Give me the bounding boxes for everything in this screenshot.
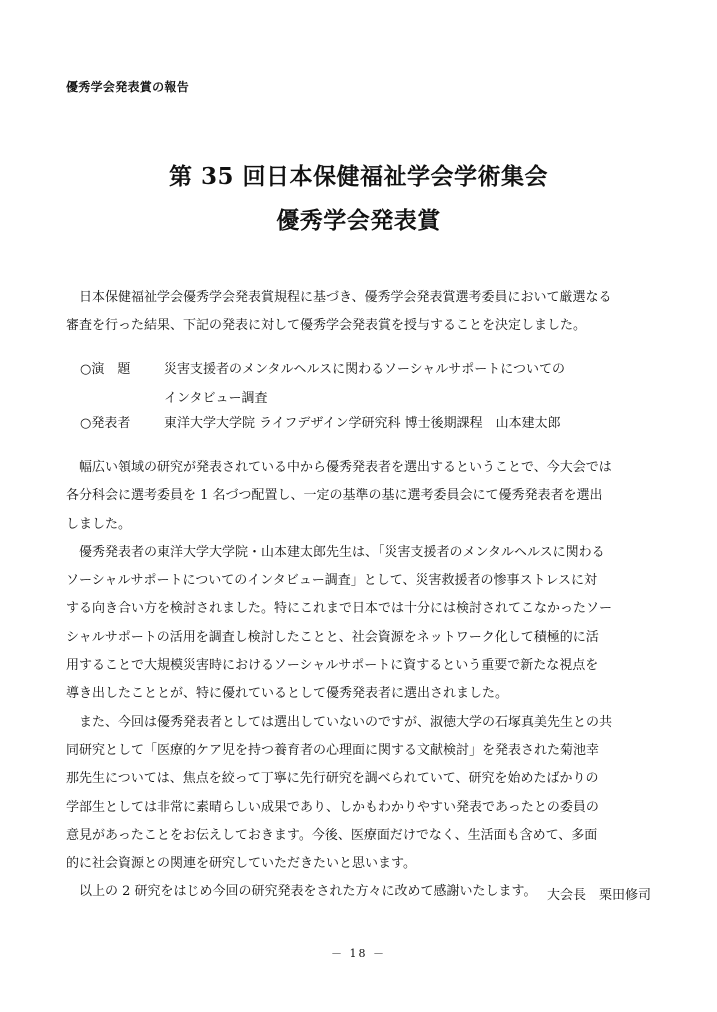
award-presenter	[80, 410, 561, 439]
text-line: ソーシャルサポートについてのインタビュー調査」として、災害救援者の惨事ストレスに対	[66, 573, 598, 589]
text-line: 導き出したこととが、特に優れているとして優秀発表者に選出されました。	[66, 686, 509, 702]
body-text	[66, 454, 652, 907]
presenter-label: ○発表者	[80, 416, 131, 431]
topic-line: インタビュー調査	[164, 390, 268, 406]
text-line: 以上の 2 研究をはじめ今回の研究発表をされた方々に改めて感謝いたします。	[66, 884, 537, 900]
topic-label: ○演 題	[80, 362, 131, 377]
text-line: 学部生としては非常に素晴らしい成果であり、しかもわかりやすい発表であったとの委員の	[66, 799, 599, 815]
text-line: 意見があったことをお伝えしておきます。今後、医療面だけでなく、生活面も含めて、多面	[66, 827, 598, 843]
award-topic	[80, 356, 565, 413]
page-title: 第 35 回日本保健福祉学会学術集会	[168, 163, 549, 190]
text-line: 日本保健福祉学会優秀学会発表賞規程に基づき、優秀学会発表賞選考委員において厳選なる	[66, 290, 612, 305]
running-header: 優秀学会発表賞の報告	[66, 80, 190, 94]
topic-value	[164, 356, 565, 413]
text-line: シャルサポートの活用を調査し検討したことと、社会資源をネットワーク化して積極的に活	[66, 629, 599, 645]
signature: 大会長 栗田修司	[546, 888, 651, 903]
intro-paragraph	[66, 284, 652, 341]
text-line: しました。	[66, 516, 132, 532]
text-line: 審査を行った結果、下記の発表に対して優秀学会発表賞を授与することを決定しました。	[66, 318, 587, 334]
text-line: 的に社会資源との関連を研究していただきたいと思います。	[66, 856, 416, 872]
topic-line: 災害支援者のメンタルヘルスに関わるソーシャルサポートについての	[164, 362, 566, 377]
page-subtitle: 優秀学会発表賞	[276, 207, 441, 234]
text-line: 同研究として「医療的ケア児を持つ養育者の心理面に関する文献検討」を発表された菊池幸	[66, 742, 600, 758]
text-line: 各分科会に選考委員を 1 名づつ配置し、一定の基準の基に選考委員会にて優秀発表者を選出	[66, 488, 603, 504]
text-line: 那先生については、焦点を絞って丁寧に先行研究を調べられていて、研究を始めたばかりの	[66, 771, 599, 787]
presenter-value: 東洋大学大学院 ライフデザイン学研究科 博士後期課程 山本建太郎	[164, 416, 561, 431]
text-line: 用することで大規模災害時におけるソーシャルサポートに資するという重要で新たな視点を	[66, 658, 599, 674]
text-line: する向き合い方を検討されました。特にこれまで日本では十分には検討されてこなかったソー	[66, 601, 613, 617]
text-line: 優秀発表者の東洋大学大学院・山本建太郎先生は、「災害支援者のメンタルヘルスに関わる	[66, 544, 605, 560]
text-line: 幅広い領域の研究が発表されている中から優秀発表者を選出するということで、今大会では	[66, 460, 612, 475]
page-number: － 18 －	[331, 947, 386, 960]
text-line: また、今回は優秀発表者としては選出していないのですが、淑徳大学の石塚真美先生との共	[66, 714, 613, 730]
